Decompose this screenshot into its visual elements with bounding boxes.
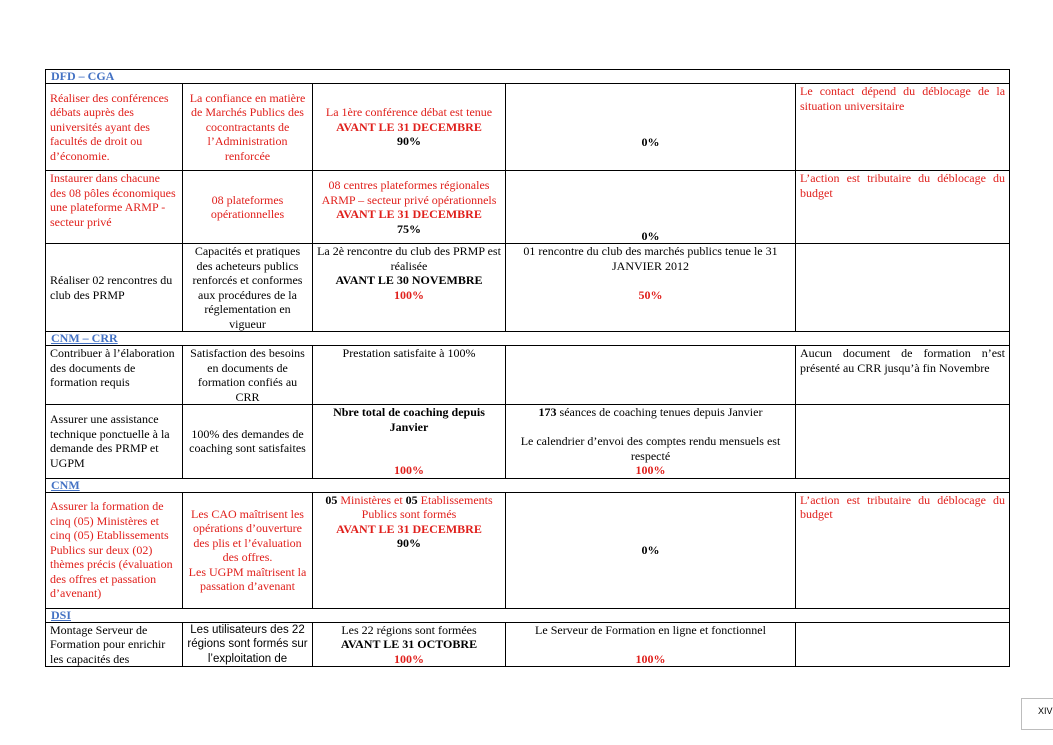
result-cell: [506, 346, 796, 405]
table-row: [46, 171, 1010, 244]
section-row: [46, 608, 1010, 622]
table-row: [46, 405, 1010, 479]
section-title-cnm-crr: CNM – CRR: [51, 331, 118, 345]
page-number: XIV: [1021, 698, 1053, 730]
table-row: [46, 84, 1010, 171]
target-cell: La 2è rencontre du club des PRMP est réalisée AVANT LE 30 NOVEMBRE 100%: [313, 244, 506, 332]
indicator-cell: 08 plateformes opérationnelles: [183, 171, 313, 244]
section-row: [46, 332, 1010, 346]
result-cell: 0%: [506, 492, 796, 608]
activity-table: [45, 69, 1010, 667]
table-row: [46, 244, 1010, 332]
action-cell: Assurer une assistance technique ponctuelle à la demande des PRMP et UGPM: [46, 405, 183, 479]
indicator-cell: Les CAO maîtrisent les opérations d’ouverture des plis et l’évaluation des offres. Les UGPM maîtrisent la passation d’avenant: [183, 492, 313, 608]
action-cell: Réaliser 02 rencontres du club des PRMP: [46, 244, 183, 332]
section-title-dsi: DSI: [51, 608, 72, 622]
comment-cell: [796, 405, 1010, 479]
target-cell: 08 centres plateformes régionales ARMP – secteur privé opérationnels AVANT LE 31 DECEMBRE 75%: [313, 171, 506, 244]
result-cell: 0%: [506, 171, 796, 244]
comment-cell: Le contact dépend du déblocage de la situation universitaire: [796, 84, 1010, 171]
action-cell: Assurer la formation de cinq (05) Ministères et cinq (05) Etablissements Publics sur deux (02) thèmes précis (évaluation des offres et passation d’avenant): [46, 492, 183, 608]
action-cell: Instaurer dans chacune des 08 pôles économiques une plateforme ARMP - secteur privé: [46, 171, 183, 244]
table-row: [46, 622, 1010, 667]
target-cell: 05 Ministères et 05 Etablissements Publics sont formés AVANT LE 31 DECEMBRE 90%: [313, 492, 506, 608]
comment-cell: [796, 244, 1010, 332]
result-cell: 01 rencontre du club des marchés publics tenue le 31 JANVIER 2012 50%: [506, 244, 796, 332]
result-cell: Le Serveur de Formation en ligne et fonctionnel 100%: [506, 622, 796, 667]
section-row: [46, 70, 1010, 84]
indicator-cell: 100% des demandes de coaching sont satisfaites: [183, 405, 313, 479]
comment-cell: [796, 622, 1010, 667]
comment-cell: L’action est tributaire du déblocage du budget: [796, 171, 1010, 244]
action-cell: Réaliser des conférences débats auprès des universités ayant des facultés de droit ou d’économie.: [46, 84, 183, 171]
result-cell: 0%: [506, 84, 796, 171]
action-cell: Contribuer à l’élaboration des documents de formation requis: [46, 346, 183, 405]
table-row: [46, 346, 1010, 405]
comment-cell: L’action est tributaire du déblocage du budget: [796, 492, 1010, 608]
table-row: [46, 492, 1010, 608]
target-cell: Nbre total de coaching depuis Janvier 100%: [313, 405, 506, 479]
indicator-cell: Les utilisateurs des 22 régions sont formés sur l’exploitation de: [183, 622, 313, 667]
target-cell: Les 22 régions sont formées AVANT LE 31 OCTOBRE 100%: [313, 622, 506, 667]
indicator-cell: La confiance en matière de Marchés Publics des cocontractants de l’Administration renforcée: [183, 84, 313, 171]
target-cell: La 1ère conférence débat est tenue AVANT LE 31 DECEMBRE 90%: [313, 84, 506, 171]
comment-cell: Aucun document de formation n’est présenté au CRR jusqu’à fin Novembre: [796, 346, 1010, 405]
section-title-dfd-cga: DFD – CGA: [51, 69, 115, 83]
indicator-cell: Capacités et pratiques des acheteurs publics renforcés et conformes aux procédures de la réglementation en vigueur: [183, 244, 313, 332]
target-cell: Prestation satisfaite à 100%: [313, 346, 506, 405]
action-cell: Montage Serveur de Formation pour enrichir les capacités des: [46, 622, 183, 667]
section-title-cnm: CNM: [51, 478, 80, 492]
indicator-cell: Satisfaction des besoins en documents de formation confiés au CRR: [183, 346, 313, 405]
result-cell: 173 séances de coaching tenues depuis Janvier Le calendrier d’envoi des comptes rendu mensuels est respecté 100%: [506, 405, 796, 479]
section-row: [46, 478, 1010, 492]
